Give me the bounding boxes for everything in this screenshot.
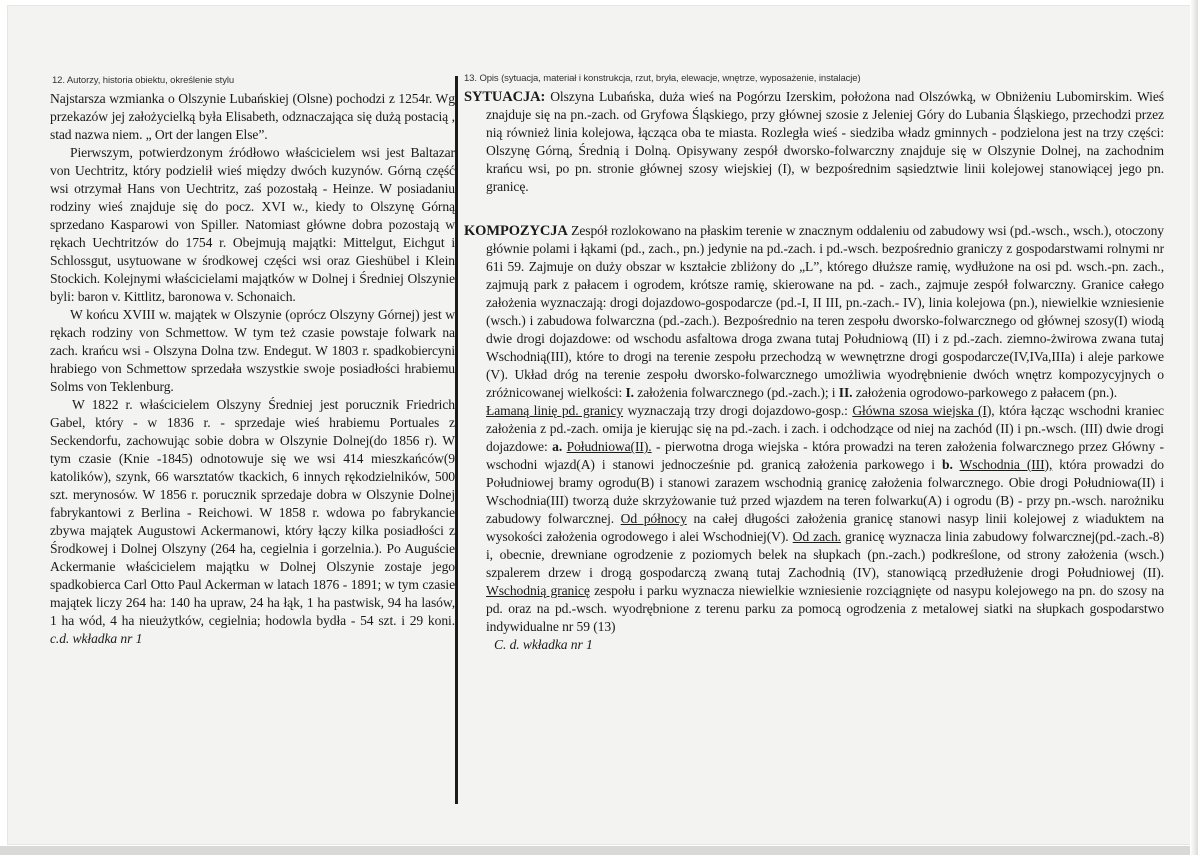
boundaries-text-a: wyznaczają trzy drogi dojazdowo-gosp.: (627, 403, 848, 418)
sytuacja-text: Olszyna Lubańska, duża wieś na Pogórzu Izerskim, położona nad Olszówką, w Obniżeniu Lubomirskim. Wieś znajduje się na pn.-zach. od Gryfowa Śląskiego, przy głównej szosie z Jeleniej Góry do Lubania Śląskiego, przechodzi przez nią również linia kolejowa, łącząca oba te miasta. Rozległa wieś - siedziba władz gminnych - podzielona jest na trzy części: Olszynę Górną, Średnią i Dolną. Opisywany zespół dworsko-folwarczny znajduje się w Olszynie Dolnej, na zachodnim krańcu wsi, po pn. stronie głównej szosy wiejskiej (I), w bezpośrednim sąsiedztwie linii kolejowej stanowiącej jego pn. granicę. (486, 89, 1164, 194)
road-b-label: b. (941, 457, 953, 472)
interior-ii-label: II. (838, 385, 853, 400)
field-12-heading: 12. Autorzy, historia obiektu, określenie stylu (52, 75, 235, 86)
left-column (50, 75, 455, 648)
history-paragraph-3: W końcu XVIII w. majątek w Olszynie (oprócz Olszyny Górnej) jest w rękach rodziny von Schmettow. W tym też czasie powstaje folwark na zach. krańcu wsi - Olszyna Dolna tzw. Endegut. W 1803 r. spadkobiercyni hrabiego von Schmettow sprzedała wszystkie swoje posiadłości hrabiemu Solms von Teklenburg. (50, 307, 455, 394)
boundaries-text-b: która łącząc wschodni kraniec założenia z pd.-zach. omija je kierując się na pd.-zach. i zach. i odchodzące od niej na zachód (II) i pn.-wsch. (III) dwie drogi dojazdowe: (486, 403, 1164, 454)
history-text (50, 90, 455, 648)
road-a-label: a. (552, 439, 563, 454)
boundaries-text-e: na całej długości założenia granicę stanowi nasyp linii kolejowej z wiaduktem na wysokości założenia ogrodowego i alei Wschodniej(V). (486, 511, 1164, 544)
boundaries-text-c: - pierwotna droga wiejska - która prowadzi na teren założenia folwarcznego przez Główny -wschodni wjazd(A) i stanowi jednocześnie pd. granicą założenia parkowego i (486, 439, 1164, 472)
column-divider (455, 76, 458, 804)
interior-i-label: I. (625, 385, 634, 400)
interior-i-text: założenia folwarcznego (pd.-zach.); i (637, 385, 836, 400)
lamana-linia-underlined: Łamaną linię pd. granicy (486, 403, 624, 418)
boundaries-text-f: granicę wyznacza linia zabudowy folwarcznej(pd.-zach.-8) i, obecnie, drewniane ogrodzenie z poziomych belek na słupkach (pn.-zach.) podkreślone, od strony założenia (wsch.) szpalerem drzew i drogą gospodarczą zwaną tutaj Zachodnią (IV), stanowiącą przedłużenie drogi Południowej (II). (486, 529, 1164, 580)
history-paragraph-1: Najstarsza wzmianka o Olszynie Lubańskiej (Olsne) pochodzi z 1254r. Wg przekazów jej założycielką była Elisabeth, odznaczająca się dużą postacią , stad nazwa niem. „ Ort der langen Else”. (50, 91, 455, 142)
continuation-note-right: C. d. wkładka nr 1 (494, 637, 593, 652)
boundaries-text-d: która prowadzi do Południowej bramy ogrodu(B) i stanowi zarazem wschodnią granicę założenia folwarcznego. Obie drogi Południowa(II) i Wschodnia(III) tworzą duże skrzyżowanie tuż przed wjazdem na teren folwarku(A) i ogrodu (B) - przy pn.-wsch. narożniku zabudowy folwarcznej. (486, 457, 1164, 526)
boundaries-text-g: zespołu i parku wyznacza niewielkie wzniesienie rozciągnięte od nasypu kolejowego na pn. do szosy na pd. oraz na pd.-wsch. wyodrębnione z terenu parku za pomocą ogrodzenia z metalowej siatki na słupkach gospodarstwo indywidualne nr 59 (13) (486, 583, 1164, 634)
poludniowa-underlined: Południowa(II). (566, 439, 652, 454)
description-text (464, 88, 1164, 654)
history-paragraph-2: Pierwszym, potwierdzonym źródłowo właścicielem wsi jest Baltazar von Uechtritz, który podzielił wieś między dwóch kuzynów. Górną część wsi otrzymał Hans von Uechtritz, zaś pozostałą - Heinze. W posiadaniu rodziny wieś znajduje się do pocz. XVI w., kiedy to Olszynę Górną sprzedano Kasparowi von Spiller. Natomiast główne dobra pozostają w rękach Uechtritzów do 1754 r. Obejmują majątki: Mittelgut, Eichgut i Schlossgut, usytuowane w środkowej części wsi oraz Gieshübel i Klein Stockich. Kolejnymi właścicielami majątków w Dolnej i Średniej Olszynie byli: baron v. Kittlitz, baronowa v. Schonaich. (50, 145, 455, 304)
wschodnia-granica-underlined: Wschodnią granicę (486, 583, 590, 598)
continuation-note-left: c.d. wkładka nr 1 (50, 631, 143, 646)
interior-ii-text: założenia ogrodowo-parkowego z pałacem (pn.). (855, 385, 1117, 400)
scan-bottom-strip (0, 846, 1198, 855)
section-gap (464, 196, 1164, 222)
field-13-heading: 13. Opis (sytuacja, materiał i konstrukcja, rzut, bryła, elewacje, wnętrze, wyposażenie, instalacje) (464, 73, 861, 84)
od-polnocy-underlined: Od północy (620, 511, 687, 526)
kompozycja-title: KOMPOZYCJA (464, 223, 568, 239)
kompozycja-paragraph (464, 222, 1164, 402)
boundaries-paragraph (464, 402, 1164, 636)
wschodnia-underlined: Wschodnia (III), (959, 457, 1053, 472)
history-paragraph-4 (50, 396, 455, 648)
od-zach-underlined: Od zach. (792, 529, 841, 544)
history-paragraph-4-text: W 1822 r. właścicielem Olszyny Średniej jest porucznik Friedrich Gabel, który - w 1836 r. - sprzedaje wieś hrabiemu Portuales z Seckendorfu, zachowując sobie dobra w Olszynie Dolnej(do 1856 r). W tym czasie (Knie -1845) odnotowuje się we wsi 414 mieszkańców(9 katolików), szynk, 66 warsztatów tkackich, 6 innych rękodzielników, 500 szt. merynosów. W 1856 r. porucznik sprzedaje dobra w Olszynie Dolnej fabrykantowi z Berlina - Reichowi. W 1858 r. wdowa po fabrykancie zbywa majątek Augustowi Ackermanowi, który łączy kilka posiadłości z Środkowej i Dolnej Olszyny (264 ha, cegielnia i gorzelnia.). Po Auguście Ackermanie właścicielem majątku w Dolnej Olszynie zostaje jego spadkobierca Carl Otto Paul Ackerman w latach 1876 - 1891; w tym czasie majątek liczy 264 ha: 140 ha upraw, 24 ha łąk, 1 ha pastwisk, 94 ha lasów, 1 ha wód, 4 ha nieużytków, cegielnia; hodowla bydła - 54 szt. i 29 koni. (50, 397, 455, 628)
sytuacja-paragraph (464, 88, 1164, 196)
scan-edge-shadow (1190, 0, 1198, 855)
sytuacja-title: SYTUACJA: (464, 89, 546, 105)
right-column (464, 73, 1164, 654)
kompozycja-text: Zespół rozlokowano na płaskim terenie w znacznym oddaleniu od zabudowy wsi (pd.-wsch., wsch.), otoczony głównie polami i łąkami (pd., zach., pn.) jedynie na pd.-zach. i pd.-wsch. bezpośrednio graniczy z gospodarstwami rolnymi nr 61i 59. Zajmuje on duży obszar w kształcie zbliżony do „L”, którego dłuższe ramię, wydłużone na osi pd. wsch.-pn. zach., zajmują park z pałacem i ogrodem, krótsze ramię, skierowane na pd. - zach., zajmuje zespół folwarczny. Granice całego założenia wyznaczają: drogi dojazdowo-gospodarcze (pd.-I, II III, pn.-zach.- IV), linia kolejowa (pn.), niewielkie wzniesienie (wsch.) i zabudowa folwarczna (pd.-zach.). Bezpośrednio na teren zespołu dworsko-folwarcznego od głównej szosy(I) wiodą dwie drogi dojazdowe: od wschodu asfaltowa droga zwana tutaj Południową (II) i z pd.-zach. ziemno-żwirowa zwana tutaj Wschodnią(III), które to drogi na terenie zespołu przechodzą w wewnętrzne drogi gospodarcze(IV,IVa,IIIa) i aleje parkowe (V). Układ dróg na terenie zespołu dworsko-folwarcznego umożliwia wyodrębnienie dwóch wnętrz kompozycyjnych o zróżnicowanej wielkości: (486, 223, 1164, 400)
glowna-szosa-underlined: Główna szosa wiejska (I), (852, 403, 995, 418)
